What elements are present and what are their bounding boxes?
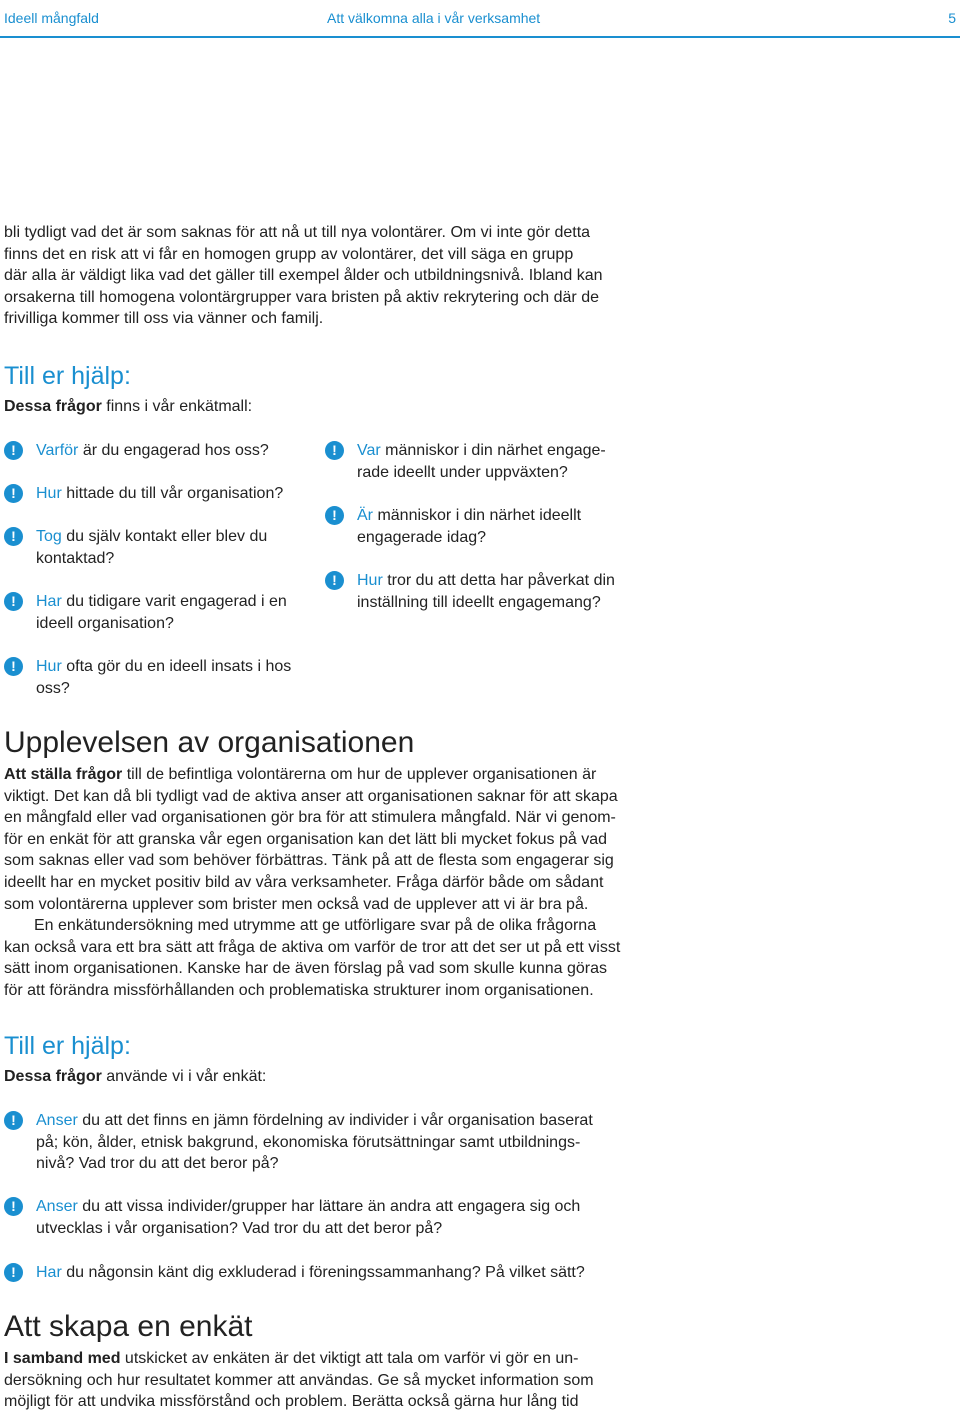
question-text: hittade du till vår organisation?: [61, 485, 284, 502]
intro-line: finns det en risk att vi får en homogen grupp av volontärer, det vill säga en grupp: [4, 245, 574, 263]
exclamation-circle-icon: !: [4, 527, 23, 546]
question-item: [4, 440, 306, 462]
question-text: du någonsin känt dig exkluderad i föreningssammanhang? På vilket sätt?: [61, 1264, 585, 1281]
exclamation-circle-icon: !: [4, 1111, 23, 1130]
question-keyword: Varför: [36, 442, 79, 459]
line-text: till de befintliga volontärerna om hur de upplever organisationen är: [122, 766, 597, 783]
question-keyword: Har: [36, 1264, 62, 1281]
intro-line: frivilliga kommer till oss via vänner och familj.: [4, 310, 324, 328]
exclamation-circle-icon: !: [4, 592, 23, 611]
question-item: [4, 591, 306, 634]
paragraph-line: för att förändra missförhållanden och problematiska strukturer inom organisationen.: [4, 981, 594, 999]
paragraph-line: En enkätundersökning med utrymme att ge utförligare svar på de olika frågorna: [34, 917, 597, 935]
exclamation-circle-icon: !: [4, 484, 23, 503]
question-item: [4, 483, 306, 505]
section-paragraph: [4, 764, 644, 1002]
help-subtitle-rest: finns i vår enkätmall:: [101, 398, 253, 415]
question-keyword: Hur: [36, 658, 62, 675]
help-title: Till er hjälp:: [4, 1032, 131, 1060]
question-item: [325, 505, 617, 548]
paragraph-line: ideellt har en mycket positiv bild av våra verksamheter. Fråga därför både om sådant: [4, 873, 604, 891]
exclamation-circle-icon: !: [325, 441, 344, 460]
paragraph-line: för en enkät för att granska vår egen organisation kan det lätt bli mycket fokus på vad: [4, 830, 608, 848]
question-keyword: Anser: [36, 1198, 78, 1215]
question-item: [4, 656, 316, 699]
question-keyword: Är: [357, 507, 373, 524]
paragraph-line: som saknas eller vad som behöver förbättras. Tänk på att de flesta som engagerar sig: [4, 852, 614, 870]
section-title: Att skapa en enkät: [4, 1310, 253, 1343]
lead-bold: I samband med: [4, 1350, 121, 1367]
exclamation-circle-icon: !: [4, 441, 23, 460]
question-text: du att det finns en jämn fördelning av individer i vår organisation baserat: [77, 1112, 593, 1129]
question-text: på; kön, ålder, etnisk bakgrund, ekonomiska förutsättningar samt utbildnings-: [36, 1133, 581, 1151]
header-subtitle: Att välkomna alla i vår verksamhet: [327, 10, 541, 26]
paragraph-line: [4, 764, 644, 786]
help-subtitle-rest: använde vi i vår enkät:: [101, 1068, 267, 1085]
intro-line: bli tydligt vad det är som saknas för att nå ut till nya volontärer. Om vi inte gör detta: [4, 224, 591, 241]
help-subtitle: [4, 398, 252, 416]
help-subtitle: [4, 1068, 266, 1086]
exclamation-circle-icon: !: [4, 657, 23, 676]
question-item: [4, 1262, 656, 1284]
exclamation-circle-icon: !: [325, 571, 344, 590]
exclamation-circle-icon: !: [4, 1197, 23, 1216]
question-item: [4, 526, 298, 569]
help-title: Till er hjälp:: [4, 362, 131, 390]
question-text: du själv kontakt eller blev du kontaktad?: [36, 528, 268, 567]
question-text: människor i din närhet engage-rade ideellt under uppväxten?: [357, 442, 606, 481]
help-subtitle-bold: Dessa frågor: [4, 1068, 102, 1085]
lead-bold: Att ställa frågor: [4, 766, 123, 783]
paragraph-line: sätt inom organisationen. Kanske har de även förslag på vad som skulle kunna göras: [4, 960, 608, 978]
question-keyword: Tog: [36, 528, 62, 545]
question-item: [4, 1110, 656, 1175]
question-text: ofta gör du en ideell insats i hos oss?: [36, 658, 292, 697]
question-keyword: Var: [357, 442, 381, 459]
intro-line: där alla är väldigt lika vad det gäller till exempel ålder och utbildningsnivå. Ibland kan: [4, 267, 603, 285]
question-text: tror du att detta har påverkat din inställning till ideellt engagemang?: [357, 572, 615, 611]
page-header: [0, 0, 960, 38]
intro-paragraph: [4, 222, 644, 330]
question-keyword: Hur: [36, 485, 62, 502]
paragraph-line: en mångfald eller vad organisationen gör bra för att stimulera mångfald. När vi genom-: [4, 809, 616, 827]
question-text: du tidigare varit engagerad i en ideell organisation?: [36, 593, 287, 632]
paragraph-line: kan också vara ett bra sätt att fråga de aktiva om varför de tror att det ser ut på ett visst: [4, 938, 621, 956]
question-keyword: Anser: [36, 1112, 78, 1129]
question-text: nivå? Vad tror du att det beror på?: [36, 1155, 279, 1173]
page-number: 5: [948, 10, 956, 26]
question-text: utvecklas i vår organisation? Vad tror du att det beror på?: [36, 1219, 443, 1237]
paragraph-line: dersökning och hur resultatet kommer att användas. Ge så mycket information som: [4, 1371, 594, 1389]
question-text: du att vissa individer/grupper har lättare än andra att engagera sig och: [77, 1198, 581, 1215]
question-text: människor i din närhet ideellt engagerade idag?: [357, 507, 582, 546]
section-paragraph: [4, 1348, 644, 1413]
paragraph-line: möjligt för att undvika missförstånd och problem. Berätta också gärna hur lång tid: [4, 1393, 579, 1411]
section-title: Upplevelsen av organisationen: [4, 726, 415, 759]
question-item: [325, 440, 627, 483]
question-keyword: Har: [36, 593, 62, 610]
line-text: utskicket av enkäten är det viktigt att tala om varför vi gör en un-: [120, 1350, 579, 1367]
paragraph-line: viktigt. Det kan då bli tydligt vad de aktiva anser att organisationen saknar för att skapa: [4, 787, 618, 805]
exclamation-circle-icon: !: [325, 506, 344, 525]
help-subtitle-bold: Dessa frågor: [4, 398, 102, 415]
question-keyword: Hur: [357, 572, 383, 589]
exclamation-circle-icon: !: [4, 1263, 23, 1282]
paragraph-line: [4, 1348, 644, 1370]
paragraph-line: som volontärerna upplever som brister men också vad de upplever att vi är bra på.: [4, 895, 589, 913]
intro-line: orsakerna till homogena volontärgrupper vara bristen på aktiv rekrytering och där de: [4, 288, 599, 306]
question-text: är du engagerad hos oss?: [78, 442, 269, 459]
question-item: [4, 1196, 656, 1239]
header-title: Ideell mångfald: [4, 10, 99, 26]
question-item: [325, 570, 647, 613]
